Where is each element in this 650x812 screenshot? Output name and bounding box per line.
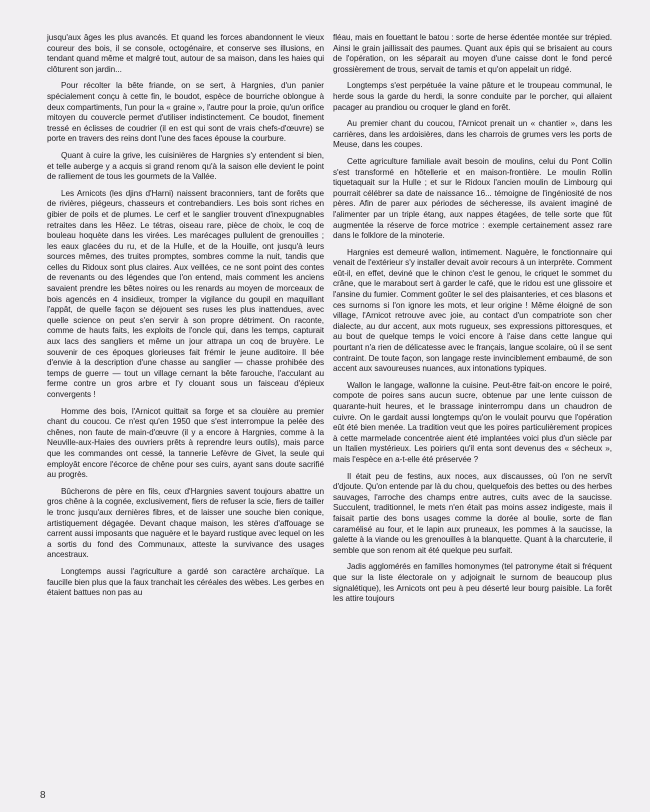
paragraph: Les Arnicots (les djins d'Harni) naissent braconniers, tant de forêts que de rivières, piégeurs, chasseurs et contrebandiers. Les bois sont riches en gibier de poils et de plumes. Le cerf et le sanglier trouvent d'inexpugnables retraites dans les Hêez. Le tétras, oiseau rare, pièce de choix, le coq de bouleau hoquète dans les virées. Les marécages pullulent de grenouilles ; les eaux glacées du ru, et de la Hulle, et de la Houille, ont jusqu'à leurs sources mêmes, des truites promptes, sombres comme la nuit, tandis que celles du Ridoux sont plus claires. Aux veillées, ce ne sont point des contes de revenants ou des légendes que l'on entend, mais comment les anciens savaient prendre les bêtes noires ou les renards au moyen de morceaux de bois agencés en 4 insidieux, tromper la vigilance du goupil en maquillant l'appât, de quelle façon se déjouent ses ruses les plus inattendues, avec quelle science on peut s'en servir à son propre détriment. On raconte, comme de hauts faits, les exploits de l'oncle qui, dans les temps, capturait aux lacs des sangliers et même un jour attrapa un coq de bruyère. Le souvenir de ces époques glorieuses fait frémir le jeune auditoire. Il bée d'envie à la description d'une chasse au sanglier — chasse prohibée des temps de guerre — tout un village cernant la bête farouche, l'acculant au ferme contre un gros arbre et l'y clouant sous un faisceau d'épieux convergents ! (47, 188, 324, 399)
paragraph: Au premier chant du coucou, l'Arnicot prenait un « chantier », dans les carrières, dans les ardoisières, dans les charrois de grumes vers les ports de Meuse, dans les coupes. (333, 119, 612, 150)
page-number: 8 (40, 790, 46, 801)
paragraph: Quant à cuire la grive, les cuisinières de Hargnies s'y entendent si bien, et telle auberge y a acquis si grand renom qu'à la saison elle devient le point de ralliement de tous les gourmets de la Vallée. (47, 150, 324, 182)
paragraph: Pour récolter la bête friande, on se sert, à Hargnies, d'un panier spécialement conçu à cette fin, le boudot, espèce de bourriche oblongue à deux compartiments, l'un pour la « graine », l'autre pour la proie, qu'un orifice mitoyen du couvercle permet d'utiliser indistinctement. Ce boudot, finement tressé en éclisses de coudrier (il en est qui sont de vrais chefs-d'œuvre) se porte en travers des reins dont l'une des faces épouse la courbure. (47, 81, 324, 144)
paragraph: Homme des bois, l'Arnicot quittait sa forge et sa clouière au premier chant du coucou. Ce n'est qu'en 1950 que s'est interrompue la pelée des chênes, non faute de main-d'œuvre (il y a encore à Hargnies, comme à la Neuville-aux-Haies des ouvriers prêts à reprendre leurs outils), mais parce que les commandes ont cessé, la tannerie Lefèvre de Givet, la seule qui employât encore l'écorce de chêne pour ses cuirs, ayant sans doute sacrifié au progrès. (47, 406, 324, 480)
paragraph: Il était peu de festins, aux noces, aux discausses, où l'on ne servît d'djoute. Qu'on entende par là du chou, quelquefois des bettes ou des herbes sauvages, l'arroche des champs entre autres, cuits avec de la saucisse. Succulent, traditionnel, le mets n'en était pas moins assez indigeste, mais il faisait partie des bons usages comme la dorée al boulie, sorte de flan caramélisé au four, et le lapin aux pruneaux, les pommes à la saucisse, la galette à la viande ou les grenouilles à la blanquette. Quant à la charcuterie, il semble que son renom ait été quelque peu surfait. (333, 471, 612, 555)
paragraph: jusqu'aux âges les plus avancés. Et quand les forces abandonnent le vieux coureur des bois, il se console, octogénaire, et conserve ses illusions, en tendant quand même et malgré tout, autour de sa maison, dans les haies qui clôturent son jardin... (47, 33, 324, 74)
paragraph: Wallon le langage, wallonne la cuisine. Peut-être fait-on encore le poiré, compote de poires sans aucun sucre, obtenue par une lente cuisson de quarante-huit heures, et le brassage ininterrompu dans un chaudron de cuivre. On le gardait aussi longtemps qu'on le voulait pourvu que l'opération eût été bien menée. La tradition veut que les poires particulièrement propices à cette marmelade concentrée aient été implantées voici plus d'un siècle par un Italien mystérieux. Les poiriers qu'il enta sont devenus des « sécheux », mais l'espèce en a-t-elle été préservée ? (333, 380, 612, 464)
paragraph: Cette agriculture familiale avait besoin de moulins, celui du Pont Collin s'est transformé en hôtellerie et en maison-frontière. Le moulin Rollin tiquetaquait sur la Hulle ; et sur le Ridoux l'ancien moulin de Limbourg qui pourrait célébrer sa date de naissance 16... témoigne de l'ingéniosité de nos pères. Afin de parer aux périodes de sécheresse, ils avaient imaginé de l'alimenter par un triple étang, aux nappes étagées, de telle sorte que fût augmentée la réserve de force motrice : exemple certainement assez rare dans le folklore de la minoterie. (333, 156, 612, 241)
paragraph: Hargnies est demeuré wallon, intimement. Naguère, le fonctionnaire qui venait de l'extérieur s'y installer devait avoir recours à un interprète. Comment eût-il, en effet, deviné que le chinon c'est le genou, le criquet le sommet du crâne, que le marabout sert à garder le café, que le ridou est une glissoire et l'ansine du fumier. Comment goûter le sel des plaisanteries, et ces blasons et ces surnoms si l'on ignore les mots, et leur origine ! Même éloigné de son village, l'Arnicot retrouve avec joie, au contact d'un compatriote son cher dialecte, au dur accent, aux mots rugueux, ses expressions pittoresques, et au bout de quelque temps le voici encore à l'aise dans cette langue qui pourtant n'a rien de délicatesse avec le français, langue scolaire, où il se sent contraint. De toute façon, son langage reste invinciblement embaumé, de son accent aux savoureuses nuances, aux intonations typiques. (333, 247, 612, 374)
right-column (333, 33, 612, 611)
paragraph: Bûcherons de père en fils, ceux d'Hargnies savent toujours abattre un gros chêne à la cognée, exclusivement, fiers de refuser la scie, fiers de tailler le tronc jusqu'aux dernières fibres, et de laisser une souche bien conique, artistiquement dégagée. Devant chaque maison, les stères d'affouage se carrent aussi imposants que naguère et le bayard rustique avec lequel on les a sortis du fond des Communaux, atteste la survivance des usages ancestraux. (47, 486, 324, 560)
left-column (47, 33, 324, 605)
paragraph: fléau, mais en fouettant le batou : sorte de herse édentée montée sur trépied. Ainsi le grain jaillissait des paumes. Quant aux épis qui se brisaient au cours de l'opération, on les séparait au moyen d'une caisse dont le fond percé grossièrement de trous, servait de tamis et qu'on appelait un ridgé. (333, 33, 612, 74)
paragraph: Longtemps aussi l'agriculture a gardé son caractère archaïque. La faucille bien plus que la faux tranchait les céréales des wèbes. Les gerbes en étaient battues non pas au (47, 566, 324, 598)
paragraph: Jadis agglomérés en familles homonymes (tel patronyme était si fréquent que sur la liste électorale on y adjoignait le surnom de beaucoup plus signalétique), les Arnicots ont peu à peu déserté leur bourg paisible. La forêt les attire toujours (333, 562, 612, 604)
paragraph: Longtemps s'est perpétuée la vaine pâture et le troupeau communal, le herde sous la garde du herdi, la sonre conduite par le porcher, qui allaient pacager au prandiou ou croquer le gland en forêt. (333, 81, 612, 112)
